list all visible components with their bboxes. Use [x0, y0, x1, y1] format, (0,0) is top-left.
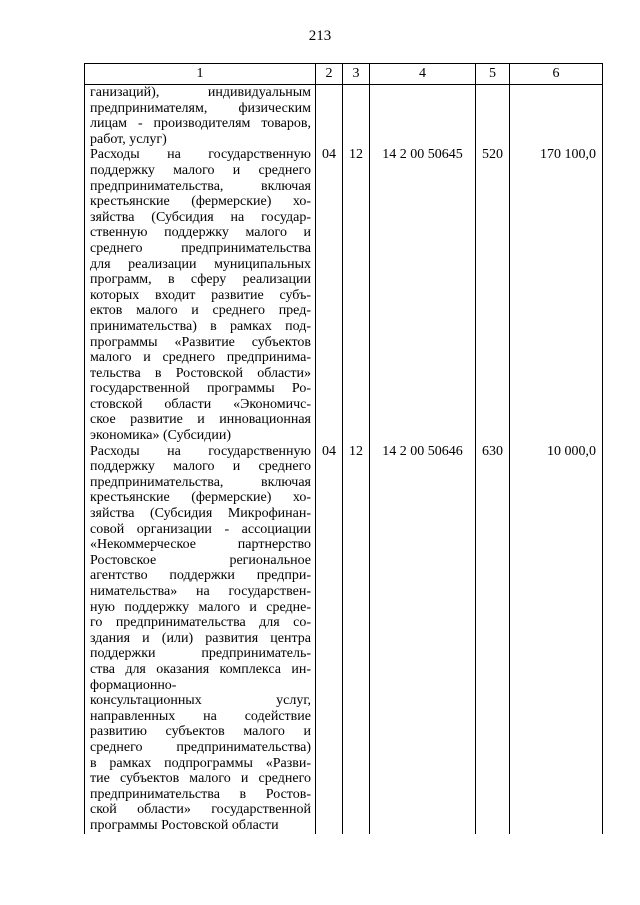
empty-cell [476, 85, 510, 148]
row-col-3: 12 [343, 444, 370, 834]
text-line: среднего предпринимательства) [90, 739, 311, 755]
header-col-6: 6 [510, 64, 603, 85]
text-line: тие субъектов малого и среднего [90, 771, 311, 787]
text-line: ское развитие и инновационная [90, 412, 311, 428]
text-line: программы «Развитие субъектов [90, 334, 311, 350]
text-line: здания и (или) развития центра [90, 630, 311, 646]
text-line: в рамках подпрограммы «Разви- [90, 755, 311, 771]
table-row [85, 147, 603, 443]
text-line: которых входит развитие субъ- [90, 287, 311, 303]
row-col-2: 04 [316, 147, 343, 443]
text-line: программы Ростовской области [90, 817, 279, 833]
header-col-5: 5 [476, 64, 510, 85]
text-line: предпринимательства в Ростов- [90, 786, 311, 802]
text-line: ской области» государственной [90, 802, 311, 818]
text-line: агентство поддержки предпри- [90, 568, 311, 584]
text-line: тельства в Ростовской области» [90, 365, 311, 381]
table-row [85, 444, 603, 834]
text-line: формационно- [90, 677, 177, 693]
text-line: ственную поддержку малого и [90, 225, 311, 241]
text-line: малого и среднего предпринима- [90, 350, 311, 366]
row-col-6: 10 000,0 [510, 444, 603, 834]
text-line: «Некоммерческое партнерство [90, 537, 311, 553]
row-col-4: 14 2 00 50646 [370, 444, 476, 834]
empty-cell [343, 85, 370, 148]
table-header [85, 64, 603, 85]
text-line: среднего предпринимательства [90, 240, 311, 256]
text-line: нимательства» на государствен- [90, 584, 311, 599]
continuation-description [85, 85, 316, 148]
header-col-3: 3 [343, 64, 370, 85]
text-line: Расходы на государственную [90, 147, 311, 163]
row-description [85, 444, 316, 834]
text-line: зяйства (Субсидия на государ- [90, 209, 311, 225]
text-line: совой организации - ассоциации [90, 521, 311, 537]
text-line: консультационных услуг, [90, 693, 311, 709]
empty-cell [510, 85, 603, 148]
text-line: предпринимателям, физическим [90, 100, 311, 116]
row-col-2: 04 [316, 444, 343, 834]
text-line: предпринимательства, включая [90, 474, 311, 490]
text-line: ектов малого и среднего пред- [90, 303, 311, 319]
text-line: зяйства (Субсидия Микрофинан- [90, 506, 311, 522]
table-body [85, 85, 603, 834]
row-col-5: 520 [476, 147, 510, 443]
header-col-4: 4 [370, 64, 476, 85]
page-number: 213 [308, 28, 332, 44]
header-col-2: 2 [316, 64, 343, 85]
row-col-3: 12 [343, 147, 370, 443]
text-line: крестьянские (фермерские) хо- [90, 194, 311, 210]
text-line: стовской области «Экономичс- [90, 396, 311, 412]
text-line: предпринимательства, включая [90, 178, 311, 194]
text-line: развитию субъектов малого и [90, 724, 311, 740]
text-line: для реализации муниципальных [90, 256, 311, 272]
text-line: Расходы на государственную [90, 443, 311, 459]
row-col-6: 170 100,0 [510, 147, 603, 443]
text-line: крестьянские (фермерские) хо- [90, 490, 311, 506]
header-col-1: 1 [85, 64, 316, 85]
text-line: поддержки предприниматель- [90, 646, 311, 662]
text-line: экономика» (Субсидии) [90, 428, 232, 444]
text-line: государственной программы Ро- [90, 381, 311, 397]
text-line: ства для оказания комплекса ин- [90, 661, 311, 677]
text-line: поддержку малого и среднего [90, 459, 311, 475]
header-row [85, 64, 603, 85]
budget-table [84, 63, 603, 834]
text-line: принимательства) в рамках под- [90, 318, 311, 334]
text-line: направленных на содействие [90, 708, 311, 724]
text-line: работ, услуг) [90, 131, 167, 147]
text-line: ную поддержку малого и средне- [90, 599, 311, 615]
empty-cell [316, 85, 343, 148]
row-col-4: 14 2 00 50645 [370, 147, 476, 443]
text-line: программ, в сферу реализации [90, 272, 311, 288]
text-line: го предпринимательства для со- [90, 615, 311, 631]
table-row-continuation [85, 85, 603, 148]
text-line: поддержку малого и среднего [90, 162, 311, 178]
empty-cell [370, 85, 476, 148]
text-line: Ростовское региональное [90, 552, 311, 568]
text-line: ганизаций), индивидуальным [90, 85, 311, 100]
row-col-5: 630 [476, 444, 510, 834]
text-line: лицам - производителям товаров, [90, 116, 311, 132]
row-description [85, 147, 316, 443]
